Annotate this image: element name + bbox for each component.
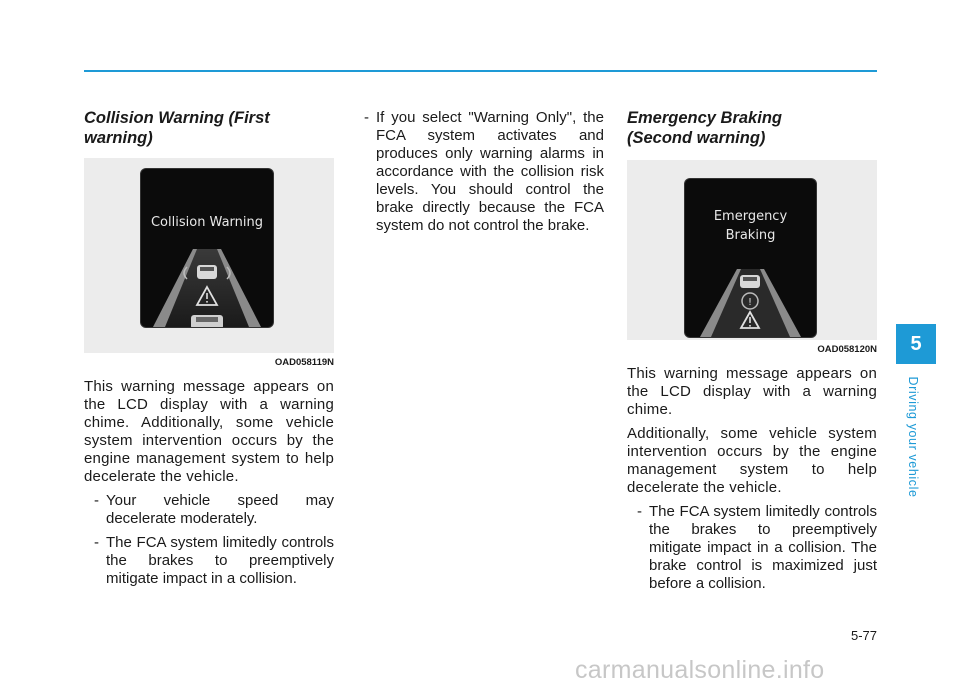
- display-message: Emergency Braking: [713, 209, 788, 243]
- figure-emergency-braking: [627, 160, 877, 340]
- watermark: carmanualsonline.info: [575, 656, 825, 684]
- cluster-display: [685, 179, 816, 337]
- own-car-icon: [191, 315, 223, 327]
- car-ahead-icon: [740, 275, 760, 288]
- figure-code: OAD058120N: [817, 344, 877, 355]
- header-rule: [84, 70, 877, 72]
- chapter-number-tab: 5: [896, 324, 936, 364]
- bullet-item: - If you select "Warning Only", the FCA system activates and produces only warning alarms in accordance with the collision risk levels. You should control the brake directly because the FCA system do not control the brake.: [364, 109, 604, 234]
- svg-text:!: !: [747, 297, 753, 308]
- column-collision-warning: [84, 108, 334, 594]
- body-paragraph: This warning message appears on the LCD display with a warning chime.: [627, 365, 877, 418]
- road-illustration: [685, 179, 816, 337]
- body-paragraph: Additionally, some vehicle system intervention occurs by the engine management system to help decelerate the vehicle.: [627, 425, 877, 496]
- chapter-title: Driving your vehicle: [906, 376, 920, 498]
- bullet-item: - Your vehicle speed may decelerate moderately.: [94, 492, 334, 527]
- display-message: Collision Warning: [150, 215, 264, 230]
- figure-code: OAD058119N: [274, 357, 334, 368]
- road-illustration: [141, 169, 273, 327]
- column-warning-only: [354, 109, 604, 241]
- figure-collision-warning: [84, 158, 334, 353]
- cluster-display: [141, 169, 273, 327]
- page-number: 5-77: [850, 628, 877, 643]
- column-emergency-braking: [627, 108, 877, 599]
- bullet-item: - The FCA system limitedly controls the brakes to preemptively mitigate impact in a collision. The brake control is maximized just before a collision.: [637, 503, 877, 592]
- section-heading-collision-warning: Collision Warning (First warning): [84, 109, 270, 147]
- body-paragraph: This warning message appears on the LCD display with a warning chime. Additionally, some vehicle system intervention occurs by the engine management system to help decelerate the vehicle.: [84, 378, 334, 485]
- section-heading-emergency-braking: Emergency Braking (Second warning): [627, 109, 782, 147]
- bullet-item: - The FCA system limitedly controls the brakes to preemptively mitigate impact in a collision.: [94, 534, 334, 587]
- car-ahead-icon: [197, 265, 217, 279]
